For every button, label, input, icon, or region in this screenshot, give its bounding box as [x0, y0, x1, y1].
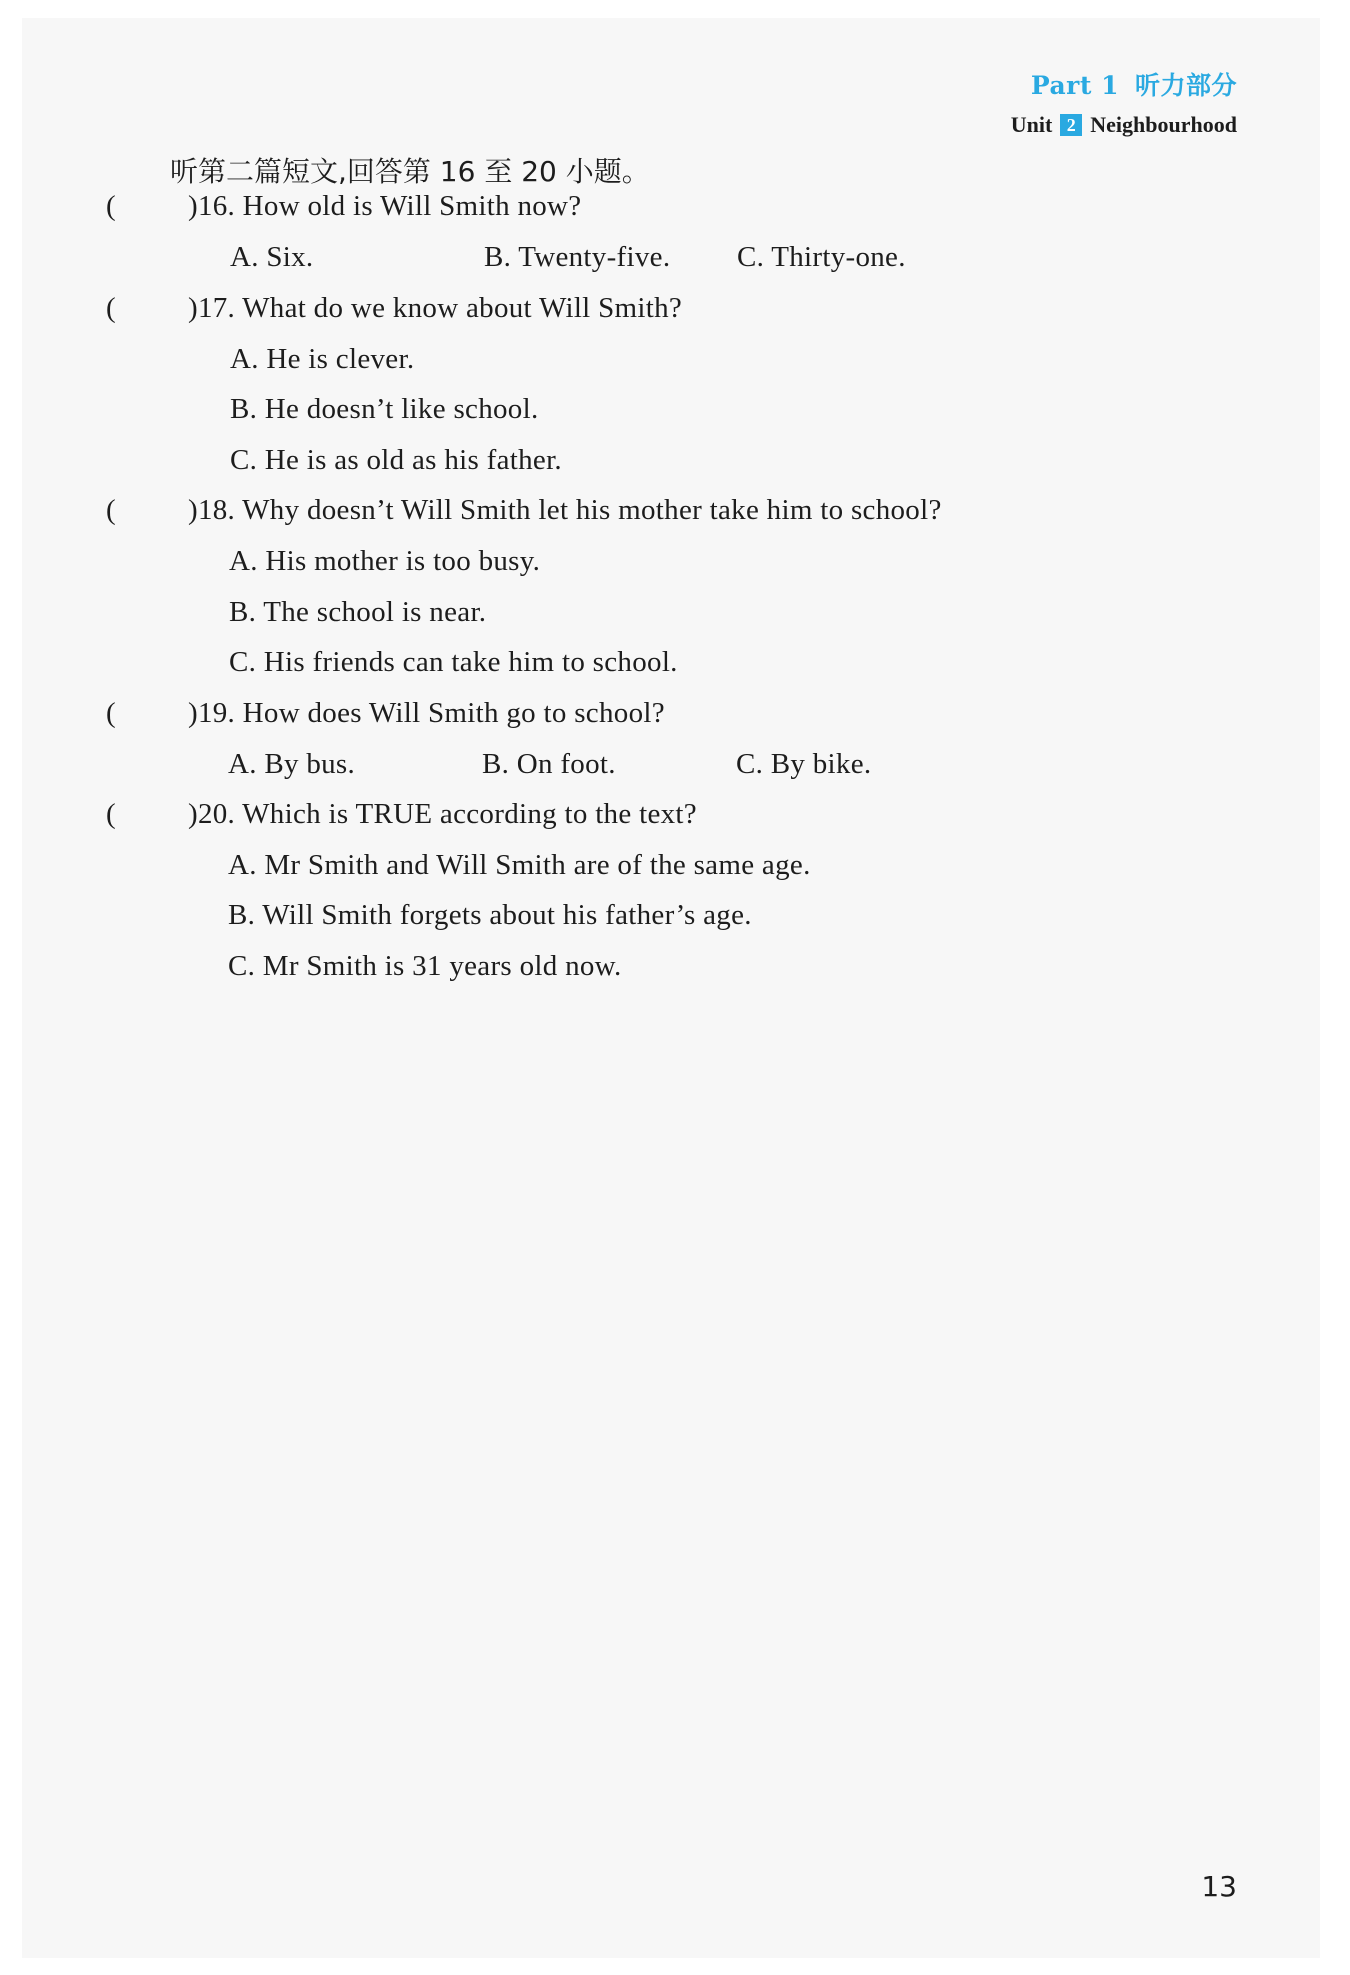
option-a: A. Mr Smith and Will Smith are of the same age.: [228, 849, 811, 881]
question-stem: )16. How old is Will Smith now?: [188, 190, 582, 222]
section-instruction: 听第二篇短文,回答第 16 至 20 小题。: [170, 155, 650, 188]
answer-blank[interactable]: (: [106, 697, 116, 729]
option-a: A. He is clever.: [230, 343, 415, 375]
part-label: Part 1: [1030, 71, 1119, 100]
unit-number-badge: 2: [1060, 114, 1082, 136]
page-header: [1011, 66, 1237, 138]
option-a: A. By bus.: [228, 748, 356, 780]
question-stem: )19. How does Will Smith go to school?: [188, 697, 665, 729]
question-stem: )17. What do we know about Will Smith?: [188, 292, 683, 324]
part-label-cn: 听力部分: [1134, 71, 1237, 100]
answer-blank[interactable]: (: [106, 190, 116, 222]
page-number: 13: [1201, 1870, 1237, 1903]
option-c: C. His friends can take him to school.: [229, 646, 678, 678]
option-b: B. Twenty-five.: [484, 241, 671, 273]
option-b: B. Will Smith forgets about his father’s age.: [228, 899, 752, 931]
unit-title: Neighbourhood: [1090, 112, 1237, 137]
part-heading: [1011, 66, 1237, 102]
answer-blank[interactable]: (: [106, 494, 116, 526]
option-c: C. By bike.: [736, 748, 872, 780]
unit-label: Unit: [1010, 112, 1053, 137]
unit-heading: [1011, 112, 1237, 138]
option-b: B. The school is near.: [229, 596, 487, 628]
option-a: A. His mother is too busy.: [229, 545, 541, 577]
option-c: C. Mr Smith is 31 years old now.: [228, 950, 622, 982]
option-c: C. Thirty-one.: [737, 241, 906, 273]
option-a: A. Six.: [230, 241, 314, 273]
option-b: B. On foot.: [482, 748, 616, 780]
worksheet-page: [22, 18, 1320, 1958]
option-c: C. He is as old as his father.: [230, 444, 562, 476]
option-b: B. He doesn’t like school.: [230, 393, 539, 425]
question-stem: )18. Why doesn’t Will Smith let his mother take him to school?: [188, 494, 942, 526]
answer-blank[interactable]: (: [106, 292, 116, 324]
answer-blank[interactable]: (: [106, 798, 116, 830]
question-stem: )20. Which is TRUE according to the text?: [188, 798, 697, 830]
